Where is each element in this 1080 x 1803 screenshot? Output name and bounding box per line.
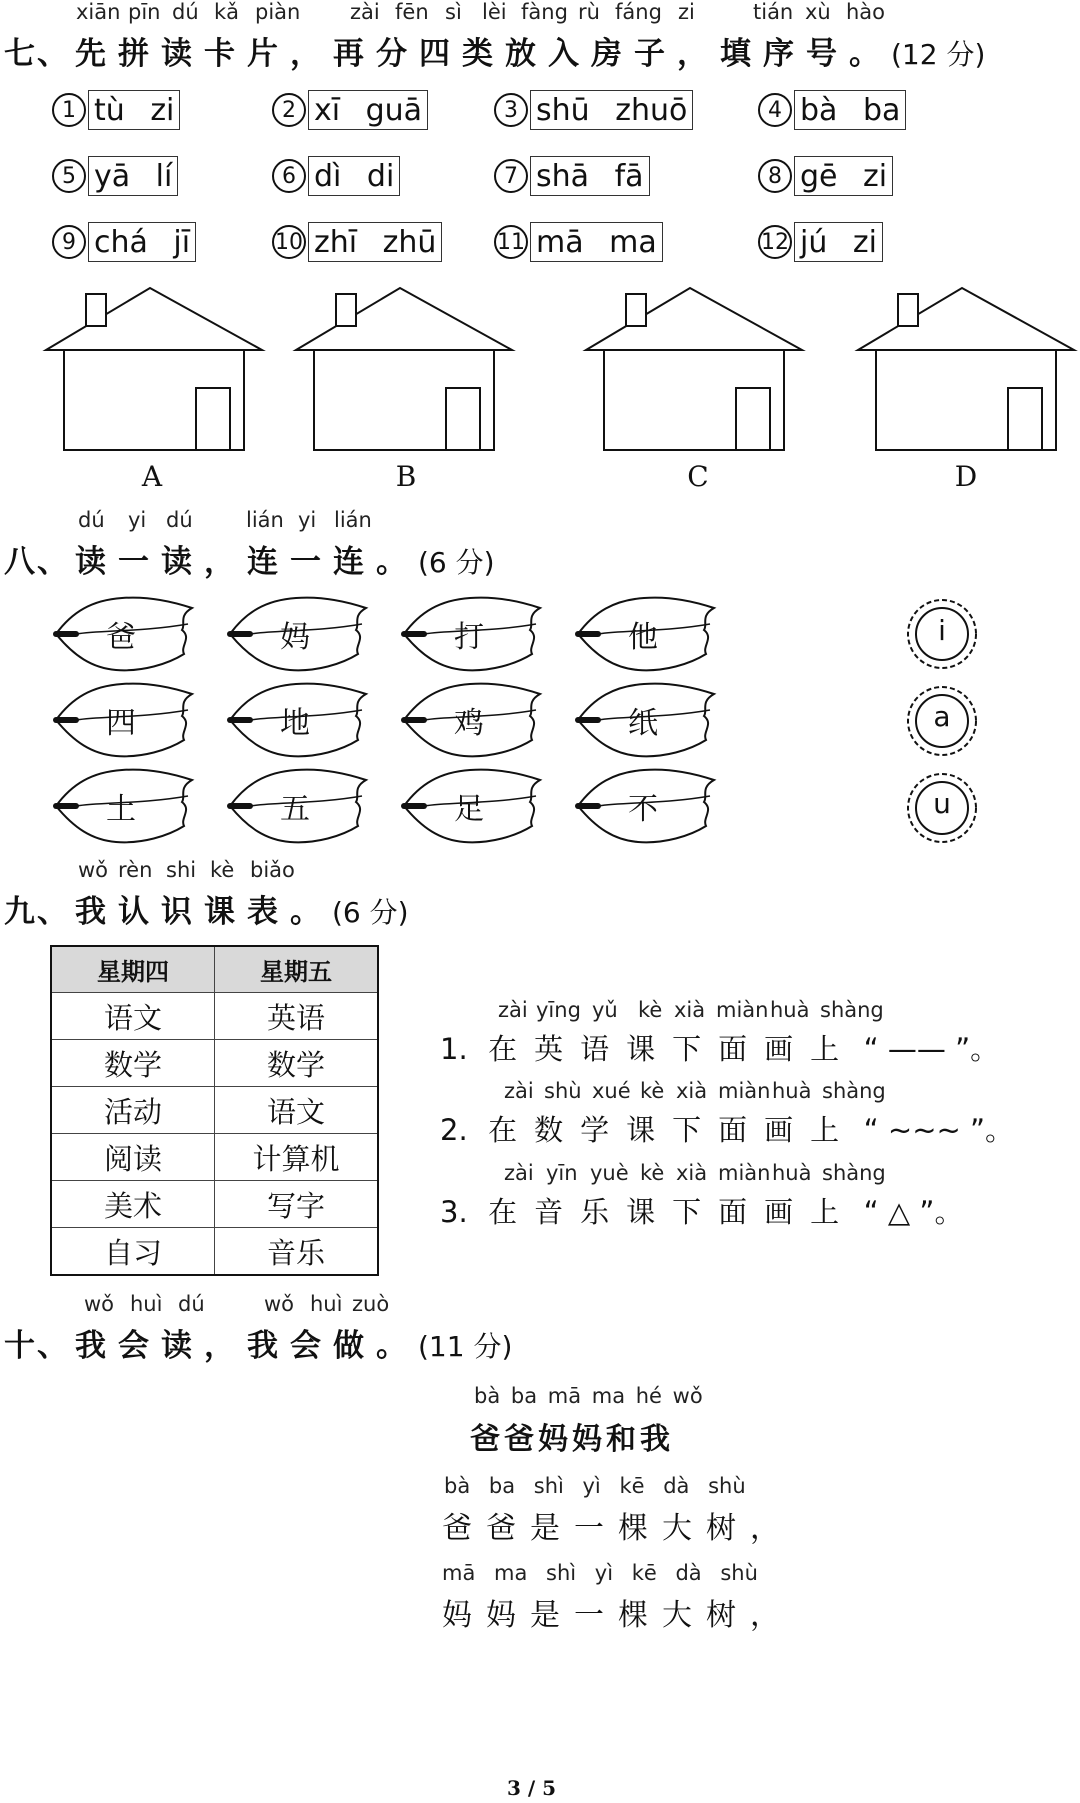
- pinyin: lián: [246, 508, 284, 532]
- pinyin: rù: [578, 0, 600, 24]
- poem-line-1-pinyin: bà ba shì yì kē dà shù: [444, 1474, 746, 1498]
- leaf-character: 足: [454, 792, 484, 827]
- heading-char: 读: [75, 544, 108, 580]
- section9-heading: [4, 886, 409, 931]
- heading-char: 识: [161, 894, 194, 930]
- instruction-char: 英: [534, 1032, 564, 1066]
- pinyin: pīn: [128, 0, 161, 24]
- instruction-char: 学: [580, 1113, 610, 1147]
- table-cell: 活动: [51, 1087, 215, 1134]
- instruction-number: 1.: [440, 1032, 468, 1066]
- instruction-3-pinyin: [0, 1161, 1080, 1187]
- heading-char: 入: [548, 36, 581, 72]
- instruction-char: 课: [626, 1195, 656, 1229]
- pinyin: piàn: [255, 0, 301, 24]
- pinyin: yi: [128, 508, 147, 532]
- house-label-d: D: [954, 460, 978, 493]
- card-number: 8: [758, 159, 792, 193]
- heading-char: 做: [333, 1328, 366, 1364]
- pinyin: huà: [772, 1161, 812, 1185]
- pinyin: wǒ: [264, 1292, 295, 1316]
- sun-letter: u: [933, 787, 951, 820]
- table-cell: 音乐: [215, 1228, 379, 1276]
- pinyin: dú: [178, 1292, 205, 1316]
- pinyin-card: [758, 154, 893, 198]
- instruction-char: 乐: [580, 1195, 610, 1229]
- house-icon: [46, 288, 262, 450]
- pinyin: yīng: [536, 998, 581, 1022]
- table-cell: 数学: [215, 1040, 379, 1087]
- pinyin: hào: [846, 0, 886, 24]
- page-number: 3 / 5: [507, 1776, 557, 1800]
- table-cell: 英语: [215, 993, 379, 1040]
- sun-letter: i: [938, 614, 946, 647]
- instruction-char: 面: [718, 1032, 748, 1066]
- instruction-char: 面: [718, 1195, 748, 1229]
- pinyin: shàng: [822, 1161, 886, 1185]
- instruction-char: 上: [810, 1195, 840, 1229]
- houses-drawing: [0, 280, 1080, 460]
- instruction-char: 在: [488, 1032, 518, 1066]
- instruction-char: 下: [672, 1113, 702, 1147]
- mark-symbol: “ △ ”。: [863, 1195, 964, 1229]
- score: (11 分): [418, 1330, 513, 1363]
- heading-char: 。: [290, 894, 323, 930]
- heading-char: 连: [247, 544, 280, 580]
- leaf-character: 他: [628, 620, 658, 655]
- pinyin: dú: [166, 508, 193, 532]
- card-number: 12: [758, 225, 792, 259]
- card-pinyin: mā ma: [530, 222, 663, 262]
- pinyin-card: [272, 154, 400, 198]
- instruction-char: 面: [718, 1113, 748, 1147]
- card-pinyin: zhī zhū: [308, 222, 442, 262]
- section-number: 八、: [4, 544, 70, 580]
- leaf-character: 打: [454, 620, 484, 655]
- pinyin: kè: [640, 1161, 665, 1185]
- instruction-1-pinyin: [0, 998, 1080, 1024]
- heading-char: 再: [333, 36, 366, 72]
- card-pinyin: yā lí: [88, 156, 178, 196]
- pinyin: wǒ: [84, 1292, 115, 1316]
- heading-char: 房: [591, 36, 624, 72]
- leaf-character: 地: [280, 706, 310, 741]
- instruction-3: [440, 1190, 963, 1231]
- card-number: 6: [272, 159, 306, 193]
- instruction-number: 3.: [440, 1195, 468, 1229]
- heading-char: ，: [204, 544, 237, 580]
- heading-char: 。: [849, 36, 882, 72]
- pinyin: biǎo: [250, 858, 295, 882]
- pinyin: kè: [638, 998, 663, 1022]
- instruction-number: 2.: [440, 1113, 468, 1147]
- heading-char: 先: [75, 36, 108, 72]
- pinyin: miàn: [718, 1079, 771, 1103]
- heading-char: 子: [634, 36, 667, 72]
- pinyin: wǒ: [78, 858, 109, 882]
- pinyin: miàn: [716, 998, 769, 1022]
- pinyin: zài: [350, 0, 380, 24]
- instruction-char: 在: [488, 1113, 518, 1147]
- pinyin: yīn: [546, 1161, 578, 1185]
- card-number: 3: [494, 93, 528, 127]
- pinyin: yǔ: [592, 998, 618, 1022]
- heading-char: 会: [290, 1328, 323, 1364]
- card-pinyin: xī guā: [308, 90, 428, 130]
- table-header: 星期四: [51, 946, 215, 993]
- heading-char: 会: [118, 1328, 151, 1364]
- pinyin: lèi: [482, 0, 507, 24]
- pinyin: dú: [172, 0, 199, 24]
- heading-char: 填: [720, 36, 753, 72]
- pinyin-card: [494, 88, 693, 132]
- pinyin-card: [52, 220, 196, 264]
- pinyin-card: [494, 154, 650, 198]
- house-label-b: B: [395, 460, 417, 493]
- pinyin: kǎ: [214, 0, 240, 24]
- pinyin: huà: [772, 1079, 812, 1103]
- house-icon: [586, 288, 802, 450]
- pinyin-card: [494, 220, 663, 264]
- table-cell: 写字: [215, 1181, 379, 1228]
- heading-char: 认: [118, 894, 151, 930]
- instruction-char: 画: [764, 1032, 794, 1066]
- heading-char: 类: [462, 36, 495, 72]
- table-cell: 语文: [215, 1087, 379, 1134]
- heading-char: 片: [247, 36, 280, 72]
- pinyin: lián: [334, 508, 372, 532]
- poem-line-2: 妈妈是一棵大树，: [442, 1598, 794, 1633]
- pinyin: kè: [640, 1079, 665, 1103]
- pinyin: sì: [445, 0, 462, 24]
- sun-letter: a: [933, 700, 951, 733]
- card-pinyin: chá jī: [88, 222, 196, 262]
- heading-char: 读: [161, 1328, 194, 1364]
- pinyin: zi: [678, 0, 695, 24]
- pinyin: miàn: [718, 1161, 771, 1185]
- heading-char: 读: [161, 36, 194, 72]
- card-pinyin: tù zi: [88, 90, 180, 130]
- heading-char: 号: [806, 36, 839, 72]
- pinyin: shàng: [822, 1079, 886, 1103]
- section-number: 九、: [4, 894, 70, 930]
- pinyin-card: [52, 154, 178, 198]
- section10-pinyin: [0, 1292, 600, 1318]
- heading-char: 。: [376, 1328, 409, 1364]
- heading-char: 表: [247, 894, 280, 930]
- card-pinyin: bà ba: [794, 90, 906, 130]
- table-row: [51, 1181, 378, 1228]
- heading-char: 我: [75, 1328, 108, 1364]
- table-header: 星期五: [215, 946, 379, 993]
- heading-char: 卡: [204, 36, 237, 72]
- pinyin-card: [758, 88, 906, 132]
- pinyin: rèn: [118, 858, 153, 882]
- table-cell: 数学: [51, 1040, 215, 1087]
- heading-char: 我: [247, 1328, 280, 1364]
- table-cell: 自习: [51, 1228, 215, 1276]
- house-label-c: C: [687, 460, 709, 493]
- leaf-character: 纸: [628, 706, 658, 741]
- leaf-character: 不: [628, 792, 658, 827]
- heading-char: 读: [161, 544, 194, 580]
- section8-pinyin: [0, 508, 600, 534]
- table-row: [51, 1228, 378, 1276]
- instruction-char: 画: [764, 1113, 794, 1147]
- instruction-char: 上: [810, 1113, 840, 1147]
- card-number: 5: [52, 159, 86, 193]
- heading-char: 。: [376, 544, 409, 580]
- house-icon: [858, 288, 1074, 450]
- house-icon: [296, 288, 512, 450]
- pinyin: kè: [210, 858, 235, 882]
- card-number: 11: [494, 225, 528, 259]
- pinyin: zài: [504, 1161, 534, 1185]
- section7-pinyin: [0, 0, 1080, 26]
- table-cell: 语文: [51, 993, 215, 1040]
- heading-char: 拼: [118, 36, 151, 72]
- heading-char: 一: [118, 544, 151, 580]
- heading-char: 我: [75, 894, 108, 930]
- pinyin: huì: [130, 1292, 163, 1316]
- section8-heading: [4, 536, 495, 581]
- pinyin: xià: [676, 1079, 708, 1103]
- section7-heading: [4, 28, 985, 73]
- card-number: 7: [494, 159, 528, 193]
- section-number: 七、: [4, 36, 70, 72]
- card-pinyin: shū zhuō: [530, 90, 693, 130]
- poem-line-2-pinyin: mā ma shì yì kē dà shù: [442, 1561, 758, 1585]
- pinyin: xiān: [76, 0, 121, 24]
- pinyin: fàng: [521, 0, 568, 24]
- pinyin: xù: [805, 0, 831, 24]
- pinyin: dú: [78, 508, 105, 532]
- instruction-1: [440, 1027, 999, 1068]
- score: (6 分): [418, 546, 495, 579]
- instruction-char: 课: [626, 1113, 656, 1147]
- pinyin: zài: [498, 998, 528, 1022]
- heading-char: ，: [290, 36, 323, 72]
- heading-char: 序: [763, 36, 796, 72]
- score: (12 分): [891, 38, 986, 71]
- instruction-char: 在: [488, 1195, 518, 1229]
- instruction-2-pinyin: [0, 1079, 1080, 1105]
- instruction-char: 下: [672, 1032, 702, 1066]
- heading-char: 放: [505, 36, 538, 72]
- heading-char: 四: [419, 36, 452, 72]
- pinyin: shàng: [820, 998, 884, 1022]
- heading-char: 一: [290, 544, 323, 580]
- pinyin: fáng: [615, 0, 662, 24]
- instruction-2: [440, 1108, 1014, 1149]
- card-pinyin: jú zi: [794, 222, 883, 262]
- card-number: 10: [272, 225, 306, 259]
- section-number: 十、: [4, 1328, 70, 1364]
- pinyin-card: [52, 88, 180, 132]
- leaf-character: 四: [106, 706, 136, 741]
- pinyin: xué: [592, 1079, 631, 1103]
- pinyin: fēn: [395, 0, 429, 24]
- table-cell: 美术: [51, 1181, 215, 1228]
- instruction-char: 画: [764, 1195, 794, 1229]
- instruction-char: 音: [534, 1195, 564, 1229]
- pinyin-card: [758, 220, 883, 264]
- instruction-char: 课: [626, 1032, 656, 1066]
- score: (6 分): [332, 896, 409, 929]
- card-pinyin: dì di: [308, 156, 400, 196]
- pinyin: yuè: [590, 1161, 629, 1185]
- house-label-a: A: [141, 460, 163, 493]
- section9-pinyin: [0, 858, 600, 884]
- pinyin: tián: [753, 0, 794, 24]
- heading-char: ，: [677, 36, 710, 72]
- pinyin: xià: [674, 998, 706, 1022]
- pinyin: zài: [504, 1079, 534, 1103]
- instruction-char: 数: [534, 1113, 564, 1147]
- heading-char: 连: [333, 544, 366, 580]
- table-header-row: [51, 946, 378, 993]
- mark-symbol: “ ~~~ ”。: [863, 1113, 1015, 1147]
- instruction-char: 语: [580, 1032, 610, 1066]
- mark-symbol: “ —— ”。: [863, 1032, 1000, 1066]
- pinyin-card: [272, 88, 428, 132]
- class-schedule-table: [50, 945, 379, 1276]
- table-cell: 阅读: [51, 1134, 215, 1181]
- pinyin: xià: [676, 1161, 708, 1185]
- table-cell: 计算机: [215, 1134, 379, 1181]
- card-pinyin: gē zi: [794, 156, 893, 196]
- instruction-char: 上: [810, 1032, 840, 1066]
- heading-char: 课: [204, 894, 237, 930]
- instruction-char: 下: [672, 1195, 702, 1229]
- leaf-character: 妈: [280, 620, 310, 655]
- card-pinyin: shā fā: [530, 156, 650, 196]
- leaf-character: 鸡: [454, 706, 484, 741]
- poem-line-1: 爸爸是一棵大树，: [442, 1511, 794, 1546]
- heading-char: 分: [376, 36, 409, 72]
- leaf-character: 爸: [106, 620, 136, 655]
- pinyin: zuò: [352, 1292, 390, 1316]
- card-number: 2: [272, 93, 306, 127]
- poem-title-pinyin: bà ba mā ma hé wǒ: [474, 1384, 703, 1408]
- pinyin: shi: [166, 858, 197, 882]
- card-number: 9: [52, 225, 86, 259]
- heading-char: ，: [204, 1328, 237, 1364]
- pinyin: huì: [310, 1292, 343, 1316]
- pinyin: shù: [544, 1079, 582, 1103]
- card-number: 1: [52, 93, 86, 127]
- pinyin: huà: [770, 998, 810, 1022]
- poem-title: 爸爸妈妈和我: [470, 1422, 674, 1457]
- section10-heading: [4, 1320, 512, 1365]
- leaf-character: 土: [106, 792, 136, 827]
- card-number: 4: [758, 93, 792, 127]
- pinyin-card: [272, 220, 442, 264]
- leaf-character: 五: [280, 792, 310, 827]
- pinyin: yi: [298, 508, 317, 532]
